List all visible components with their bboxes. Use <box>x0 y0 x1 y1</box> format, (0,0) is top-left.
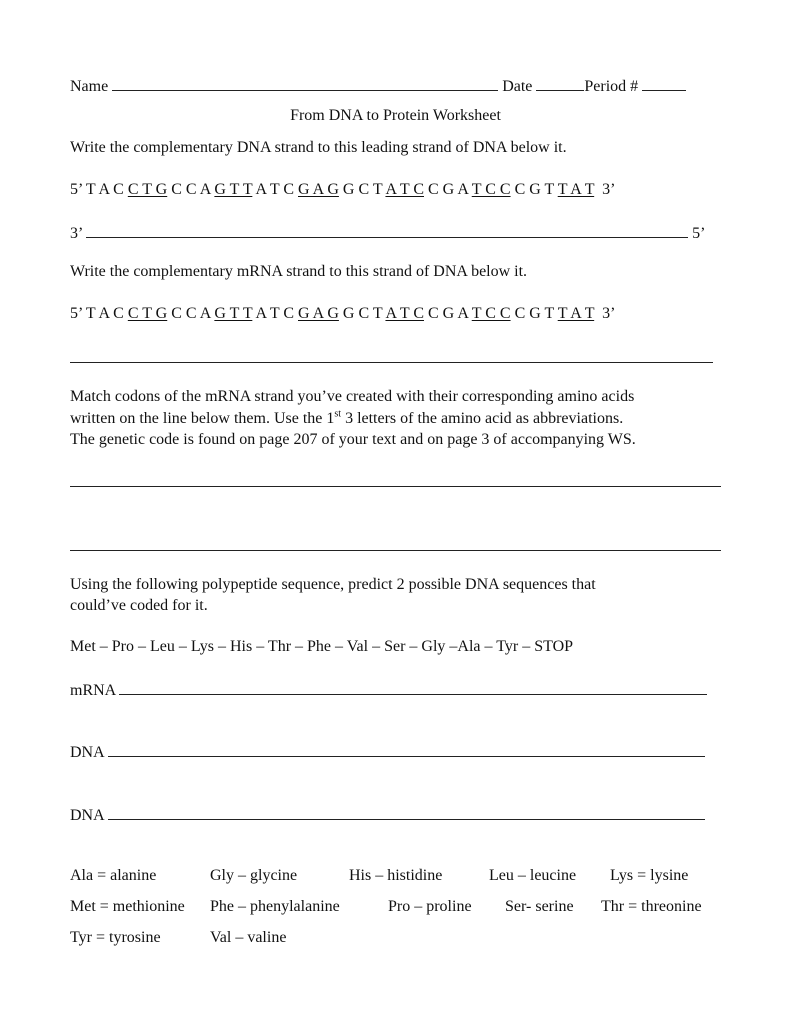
strand1-suffix: 3’ <box>602 181 616 198</box>
glossary-item: Ser- serine <box>505 898 574 915</box>
glossary-item: Lys = lysine <box>610 867 689 884</box>
dna-strand-1 <box>70 180 616 200</box>
glossary-item: Ala = alanine <box>70 867 157 884</box>
amino-acid-line-1[interactable] <box>70 486 721 487</box>
codon: C G T <box>514 305 554 322</box>
codon: T C C <box>471 305 511 322</box>
glossary-item: Pro – proline <box>388 898 472 915</box>
mrna-label: mRNA <box>70 682 116 699</box>
answer-suffix: 5’ <box>692 225 706 242</box>
glossary-item: Val – valine <box>210 929 287 946</box>
strand2-suffix: 3’ <box>602 305 616 322</box>
glossary-item: Gly – glycine <box>210 867 298 884</box>
glossary-item: Phe – phenylalanine <box>210 898 340 915</box>
section3-line3: The genetic code is found on page 207 of your text and on page 3 of accompanying WS. <box>70 431 636 448</box>
name-label: Name <box>70 78 109 95</box>
codon: C T G <box>127 305 168 322</box>
codon: C C A <box>171 305 211 322</box>
glossary-item: His – histidine <box>349 867 443 884</box>
dna-line-2 <box>70 804 705 826</box>
mrna-answer-line[interactable] <box>70 362 713 363</box>
complement-dna-blank[interactable] <box>86 222 688 238</box>
name-blank[interactable] <box>112 75 498 91</box>
codon: C C A <box>171 181 211 198</box>
dna1-blank[interactable] <box>108 741 705 757</box>
codon: T C C <box>471 181 511 198</box>
codon: G T T <box>214 305 253 322</box>
section3-line2-b: 3 letters of the amino acid as abbreviations. <box>341 410 624 427</box>
codon: A T C <box>385 181 424 198</box>
codon: C G A <box>428 181 469 198</box>
codon: G C T <box>342 305 383 322</box>
codon: G T T <box>214 181 253 198</box>
header-line <box>70 75 686 97</box>
date-label: Date <box>502 78 533 95</box>
section1-instruction: Write the complementary DNA strand to this leading strand of DNA below it. <box>70 139 567 156</box>
section4-line1: Using the following polypeptide sequence, predict 2 possible DNA sequences that <box>70 576 596 593</box>
strand2-prefix: 5’ <box>70 305 83 322</box>
codon: G C T <box>342 181 383 198</box>
codon: C T G <box>127 181 168 198</box>
glossary-item: Thr = threonine <box>601 898 702 915</box>
glossary-item: Tyr = tyrosine <box>70 929 161 946</box>
section3-line2-a: written on the line below them. Use the 1 <box>70 410 335 427</box>
complement-dna-line <box>70 222 705 244</box>
codon: T A C <box>85 181 124 198</box>
section4-line2: could’ve coded for it. <box>70 597 208 614</box>
section3-line1: Match codons of the mRNA strand you’ve created with their corresponding amino acids <box>70 388 635 405</box>
codon: A T C <box>385 305 424 322</box>
period-label: Period # <box>584 78 639 95</box>
mrna-blank[interactable] <box>119 679 707 695</box>
strand1-prefix: 5’ <box>70 181 83 198</box>
glossary-item: Met = methionine <box>70 898 185 915</box>
codon: T A T <box>557 181 595 198</box>
dna-line-1 <box>70 741 705 763</box>
codon: A T C <box>255 181 294 198</box>
codon: T A C <box>85 305 124 322</box>
answer-prefix: 3’ <box>70 225 83 242</box>
amino-acid-line-2[interactable] <box>70 550 721 551</box>
page-title: From DNA to Protein Worksheet <box>290 107 501 124</box>
glossary-item: Leu – leucine <box>489 867 577 884</box>
section3-line2 <box>70 409 623 429</box>
polypeptide-sequence: Met – Pro – Leu – Lys – His – Thr – Phe – Val – Ser – Gly –Ala – Tyr – STOP <box>70 638 574 655</box>
section3-sup: st <box>334 408 342 420</box>
date-blank[interactable] <box>536 75 584 91</box>
period-blank[interactable] <box>642 75 686 91</box>
codon: G A G <box>298 181 339 198</box>
codon: C G A <box>428 305 469 322</box>
codon: T A T <box>557 305 595 322</box>
codon: A T C <box>255 305 294 322</box>
dna2-label: DNA <box>70 807 104 824</box>
codon: C G T <box>514 181 554 198</box>
dna2-blank[interactable] <box>108 804 705 820</box>
section2-instruction: Write the complementary mRNA strand to this strand of DNA below it. <box>70 263 528 280</box>
mrna-line <box>70 679 707 701</box>
dna-strand-2 <box>70 304 616 324</box>
codon: G A G <box>298 305 339 322</box>
dna1-label: DNA <box>70 744 104 761</box>
